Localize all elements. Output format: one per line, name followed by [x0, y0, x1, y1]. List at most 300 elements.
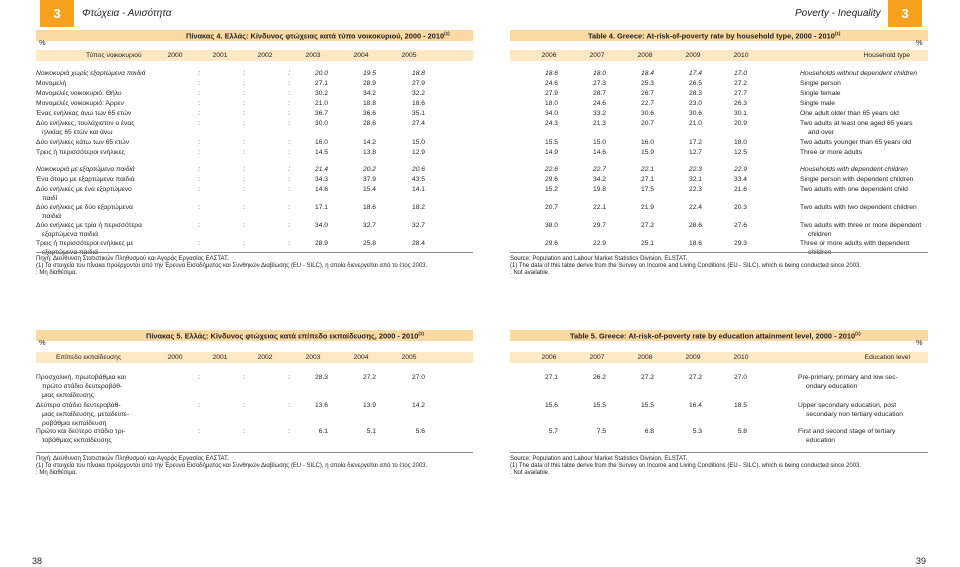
cell-value: 28.3 — [314, 374, 328, 381]
cell-value: 34.2 — [362, 90, 376, 97]
table5-en-column-header — [510, 352, 928, 363]
row-label: Two adults with one dependent child — [800, 186, 908, 193]
row-label: Ένα άτομο με εξαρτώμενα παιδιά — [36, 176, 135, 183]
cell-value: : — [288, 402, 290, 409]
cell-value: : — [198, 70, 200, 77]
cell-value: : — [288, 100, 290, 107]
divider — [510, 252, 928, 253]
cell-value: 18.6 — [411, 100, 425, 107]
cell-value: : — [288, 70, 290, 77]
cell-value: 24.6 — [544, 80, 558, 87]
table-row — [36, 70, 473, 79]
table5-en-footnotes — [510, 456, 861, 477]
cell-value: 15.5 — [592, 402, 606, 409]
table-row — [36, 428, 473, 444]
row-label: One adult older than 65 years old — [800, 110, 899, 117]
table-row — [36, 110, 473, 119]
footnote-line: : Not available. — [510, 470, 550, 476]
cell-value: 16.4 — [688, 402, 702, 409]
cell-value: : — [198, 139, 200, 146]
cell-value: 27.7 — [733, 90, 747, 97]
cell-value: 22.1 — [592, 204, 606, 211]
cell-value: 27.1 — [544, 374, 558, 381]
row-label: Single female — [800, 90, 841, 97]
cell-value: 27.2 — [640, 374, 654, 381]
cell-value: : — [198, 240, 200, 247]
cell-value: 20.0 — [314, 70, 328, 77]
table5-en-title-band — [510, 330, 928, 347]
cell-value: 12.9 — [411, 149, 425, 156]
cell-value: 21.4 — [314, 166, 328, 173]
table-row — [36, 176, 473, 185]
table4-en-title-band — [510, 30, 928, 47]
cell-value: 14.2 — [411, 402, 425, 409]
table-row — [36, 374, 473, 399]
table-row — [510, 120, 928, 136]
cell-value: 5.6 — [415, 428, 425, 435]
table-row — [36, 222, 473, 238]
row-label: Single person with dependent children — [800, 176, 914, 183]
table5-gr-footnotes — [36, 456, 427, 477]
row-label-continued: children — [808, 249, 832, 256]
cell-value: 5.8 — [737, 428, 747, 435]
cell-value: : — [198, 110, 200, 117]
row-label: Single male — [800, 100, 835, 107]
cell-value: 5.3 — [692, 428, 702, 435]
cell-value: : — [243, 139, 245, 146]
cell-value: 22.1 — [640, 166, 654, 173]
table-row — [510, 402, 928, 418]
cell-value: 29.6 — [544, 176, 558, 183]
cell-value: : — [288, 80, 290, 87]
cell-value: : — [288, 374, 290, 381]
cell-value: 14.6 — [314, 186, 328, 193]
cell-value: 28.6 — [688, 222, 702, 229]
row-label: Πρώτο και δεύτερο στάδιο τρι- — [36, 428, 126, 435]
cell-value: : — [243, 204, 245, 211]
cell-value: 27.2 — [362, 374, 376, 381]
cell-value: 30.2 — [314, 90, 328, 97]
row-label: Ένας ενήλικας άνω των 65 ετών — [36, 110, 132, 117]
row-label-continued: and over — [808, 129, 835, 136]
cell-value: : — [243, 240, 245, 247]
row-label-continued: ondary education — [806, 383, 858, 390]
cell-value: 34.0 — [314, 222, 328, 229]
cell-value: 16.0 — [640, 139, 654, 146]
cell-value: 24.6 — [592, 100, 606, 107]
cell-value: : — [198, 402, 200, 409]
cell-value: 14.1 — [411, 186, 425, 193]
row-label: Two adults at least one aged 65 years — [800, 120, 913, 127]
cell-value: 27.9 — [411, 80, 425, 87]
cell-value: 18.5 — [733, 402, 747, 409]
cell-value: 21.6 — [733, 186, 747, 193]
cell-value: : — [198, 176, 200, 183]
cell-value: : — [288, 149, 290, 156]
row-label: Three or more adults with dependent — [800, 240, 910, 247]
cell-value: 21.9 — [640, 204, 654, 211]
percent-unit: % — [39, 38, 46, 47]
year-header: 2004 — [353, 354, 369, 361]
table-row — [510, 110, 928, 119]
cell-value: : — [243, 186, 245, 193]
year-header: 2003 — [305, 52, 321, 59]
cell-value: 27.1 — [314, 80, 328, 87]
table-row — [510, 90, 928, 99]
cell-value: : — [243, 100, 245, 107]
footnote-line: (1) The data of this table derive from the Survey on Income and Living Conditions (EU - SILC), which is being conducted since 2003. — [510, 263, 862, 269]
footnote-line: (1) Τα στοιχεία του πίνακα προέρχονται από την Έρευνα Εισοδήματος και Συνθηκών Διαβίωσης (EU - SILC), η οποία διενεργείται από το έτος 2003. — [36, 263, 428, 269]
cell-value: : — [198, 149, 200, 156]
year-header: 2009 — [685, 52, 701, 59]
table4-en-footnotes — [510, 256, 861, 277]
cell-value: 32.1 — [688, 176, 702, 183]
page-number-right: 39 — [916, 556, 927, 566]
row-label: Two adults with two dependent children — [800, 204, 917, 211]
footnote-line: Source: Population and Labour Market Statistics Division, ELSTAT. — [510, 256, 688, 262]
year-header: 2002 — [257, 52, 273, 59]
cell-value: : — [243, 166, 245, 173]
cell-value: 33.4 — [733, 176, 747, 183]
cell-value: 34.0 — [544, 110, 558, 117]
table-row — [510, 176, 928, 185]
cell-value: : — [198, 120, 200, 127]
row-label: Δύο ενήλικες, τουλάχιστον ο ένας — [36, 120, 135, 127]
cell-value: 15.0 — [592, 139, 606, 146]
table-row — [36, 166, 473, 175]
row-label: Προσχολική, πρωτοβάθμια και — [36, 374, 126, 381]
cell-value: 27.9 — [544, 90, 558, 97]
cell-value: 32.7 — [362, 222, 376, 229]
cell-value: 30.6 — [688, 110, 702, 117]
cell-value: : — [243, 176, 245, 183]
footnote-line: Source: Population and Labour Market Statistics Division, ELSTAT. — [510, 456, 688, 462]
cell-value: 18.0 — [733, 139, 747, 146]
row-label: Μονομελή — [36, 80, 67, 87]
cell-value: 28.9 — [362, 80, 376, 87]
row-label: Δύο ενήλικες κάτω των 65 ετών — [36, 139, 130, 146]
row-label: Households without dependent children — [800, 70, 918, 77]
row-label-continued: πρώτο στάδιο δευτεροβάθ- — [42, 383, 123, 390]
cell-value: 34.2 — [592, 176, 606, 183]
year-header: 2005 — [401, 354, 417, 361]
cell-value: 21.3 — [592, 120, 606, 127]
cell-value: : — [198, 374, 200, 381]
cell-value: 29.3 — [733, 240, 747, 247]
table-row — [36, 90, 473, 99]
row-label: Δεύτερο στάδιο δευτεροβάθ- — [36, 402, 121, 409]
year-header: 2010 — [733, 354, 749, 361]
cell-value: 18.2 — [411, 204, 425, 211]
year-header: 2003 — [305, 354, 321, 361]
cell-value: : — [288, 176, 290, 183]
cell-value: 20.7 — [544, 204, 558, 211]
cell-value: 21.0 — [314, 100, 328, 107]
chapter-title-left: Φτώχεια - Ανισότητα — [82, 8, 172, 19]
cell-value: : — [243, 374, 245, 381]
table-title: Table 5. Greece: At-risk-of-poverty rate by education attainment level, 2000 - 2010$^{(1)}$ — [570, 331, 861, 341]
cell-value: : — [198, 90, 200, 97]
cell-value: 17.0 — [733, 70, 747, 77]
footnote-line: : Not available. — [510, 270, 550, 276]
cell-value: : — [288, 204, 290, 211]
table-row — [36, 240, 473, 256]
cell-value: 18.8 — [411, 70, 425, 77]
cell-value: 27.2 — [640, 222, 654, 229]
row-label: First and second stage of tertiary — [798, 428, 896, 435]
table-row — [510, 428, 928, 444]
cell-value: 26.2 — [592, 374, 606, 381]
row-label: Pre-primary, primary and low sec- — [798, 374, 898, 381]
chapter-title-right: Poverty - Inequality — [795, 8, 881, 19]
table-row — [510, 186, 928, 195]
cell-value: : — [198, 166, 200, 173]
table-row — [510, 166, 928, 175]
table-row — [36, 80, 473, 89]
cell-value: 27.2 — [688, 374, 702, 381]
cell-value: : — [243, 120, 245, 127]
chapter-number-right: 3 — [888, 0, 922, 27]
year-header: 2006 — [541, 354, 557, 361]
cell-value: : — [288, 110, 290, 117]
cell-value: 18.8 — [362, 100, 376, 107]
cell-value: 17.4 — [688, 70, 702, 77]
cell-value: 27.0 — [411, 374, 425, 381]
cell-value: 18.6 — [362, 204, 376, 211]
chapter-number-left: 3 — [40, 0, 74, 27]
table-row — [36, 402, 473, 427]
table-title: Πίνακας 5. Ελλάς: Κίνδυνος φτώχειας κατά επίπεδο εκπαίδευσης, 2000 - 2010$^{(1)}$ — [146, 331, 424, 341]
table4-gr-footnotes — [36, 256, 427, 277]
cell-value: 43.5 — [411, 176, 425, 183]
row-label: Three or more adults — [800, 149, 863, 156]
table-row — [36, 204, 473, 220]
cell-value: 37.9 — [362, 176, 376, 183]
footnote-line: Πηγή: Διεύθυνση Στατιστικών Πληθυσμού και Αγοράς Εργασίας ΕΛΣΤΑΤ. — [36, 456, 229, 462]
cell-value: 26.7 — [640, 90, 654, 97]
cell-value: 17.1 — [314, 204, 328, 211]
cell-value: : — [288, 240, 290, 247]
year-header: 2000 — [167, 52, 183, 59]
cell-value: 36.6 — [362, 110, 376, 117]
table-row — [36, 149, 473, 158]
cell-value: : — [288, 428, 290, 435]
row-label-continued: εξαρτώμενα παιδιά — [42, 231, 98, 238]
table-title: Πίνακας 4. Ελλάς: Κίνδυνος φτώχειας κατά τύπο νοικοκυριού, 2000 - 2010$^{(1)}$ — [186, 31, 450, 41]
cell-value: 16.0 — [314, 139, 328, 146]
cell-value: 22.9 — [733, 166, 747, 173]
cell-value: : — [288, 186, 290, 193]
row-label-continued: secondary non tertiary education — [806, 411, 904, 418]
cell-value: 32.7 — [411, 222, 425, 229]
cell-value: : — [288, 90, 290, 97]
cell-value: : — [288, 166, 290, 173]
cell-value: : — [198, 428, 200, 435]
cell-value: 28.3 — [688, 90, 702, 97]
cell-value: : — [288, 222, 290, 229]
cell-value: 15.9 — [640, 149, 654, 156]
cell-value: 23.0 — [688, 100, 702, 107]
cell-value: 5.1 — [366, 428, 376, 435]
cell-value: 27.2 — [733, 80, 747, 87]
row-label: Δύο ενήλικες με δύο εξαρτώμενα — [36, 204, 133, 211]
cell-value: 25.3 — [640, 80, 654, 87]
cell-value: 22.6 — [544, 166, 558, 173]
table-title: Table 4. Greece: At-risk-of-poverty rate by household type, 2000 - 2010$^{(1)}$ — [588, 31, 841, 41]
year-header: 2006 — [541, 52, 557, 59]
cell-value: 27.0 — [733, 374, 747, 381]
table-row — [510, 204, 928, 213]
cell-value: 28.7 — [592, 90, 606, 97]
row-label-continued: education — [806, 437, 836, 444]
cell-value: 26.3 — [733, 100, 747, 107]
year-header: 2001 — [212, 52, 228, 59]
cell-value: : — [198, 80, 200, 87]
cell-value: 5.7 — [548, 428, 558, 435]
cell-value: 28.9 — [314, 240, 328, 247]
percent-unit: % — [39, 338, 46, 347]
cell-value: : — [198, 222, 200, 229]
year-header: 2007 — [589, 354, 605, 361]
cell-value: 22.3 — [688, 186, 702, 193]
table-row — [36, 100, 473, 109]
year-header: 2004 — [353, 52, 369, 59]
cell-value: 13.9 — [362, 402, 376, 409]
cell-value: 25.8 — [362, 240, 376, 247]
table-row — [36, 139, 473, 148]
cell-value: 18.0 — [544, 100, 558, 107]
cell-value: 15.4 — [362, 186, 376, 193]
cell-value: 20.3 — [733, 204, 747, 211]
row-label: Single person — [800, 80, 841, 87]
cell-value: 15.2 — [544, 186, 558, 193]
table4-en-column-header — [510, 50, 928, 61]
cell-value: 30.1 — [733, 110, 747, 117]
year-header: 2001 — [212, 354, 228, 361]
cell-value: 38.0 — [544, 222, 558, 229]
cell-value: 24.3 — [544, 120, 558, 127]
row-label: Τρεις ή περισσότεροι ενήλικες — [36, 149, 125, 156]
cell-value: 22.7 — [640, 100, 654, 107]
column-label: Επίπεδο εκπαίδευσης — [56, 354, 122, 361]
table-row — [510, 374, 928, 390]
table5-gr-title-band — [36, 330, 473, 347]
row-label: Upper secondary education, post — [798, 402, 897, 409]
table5-gr-column-header — [36, 352, 473, 363]
page-number-left: 38 — [32, 556, 43, 566]
row-label: Households with dependent children — [800, 166, 908, 173]
cell-value: 14.5 — [314, 149, 328, 156]
row-label: Μονομελές νοικοκυριό: Θήλυ — [36, 90, 122, 97]
footnote-line: Πηγή: Διεύθυνση Στατιστικών Πληθυσμού και Αγοράς Εργασίας ΕΛΣΤΑΤ. — [36, 256, 229, 262]
cell-value: : — [243, 402, 245, 409]
cell-value: : — [288, 120, 290, 127]
cell-value: : — [198, 100, 200, 107]
column-label: Τύπος νοικοκυριού — [86, 52, 142, 59]
table-row — [510, 139, 928, 148]
year-header: 2002 — [257, 354, 273, 361]
cell-value: : — [243, 110, 245, 117]
year-header: 2008 — [637, 354, 653, 361]
cell-value: 6.1 — [318, 428, 328, 435]
cell-value: 32.2 — [411, 90, 425, 97]
cell-value: : — [243, 428, 245, 435]
cell-value: 25.1 — [640, 240, 654, 247]
cell-value: 15.6 — [544, 402, 558, 409]
row-label-continued: μιας εκπαίδευσης, μεταδευτε- — [42, 411, 130, 418]
row-label: Two adults younger than 65 years old — [800, 139, 912, 146]
cell-value: 28.6 — [362, 120, 376, 127]
cell-value: 22.4 — [688, 204, 702, 211]
year-header: 2008 — [637, 52, 653, 59]
row-label: Τρεις ή περισσότεροι ενήλικες με — [36, 240, 134, 247]
table-row — [36, 120, 473, 136]
cell-value: 29.6 — [544, 240, 558, 247]
cell-value: 22.7 — [592, 166, 606, 173]
divider — [36, 452, 473, 453]
cell-value: 14.2 — [362, 139, 376, 146]
cell-value: 15.5 — [544, 139, 558, 146]
row-label: Νοικοκυριά με εξαρτώμενα παιδιά — [36, 166, 135, 173]
cell-value: 27.4 — [411, 120, 425, 127]
cell-value: 34.3 — [314, 176, 328, 183]
row-label: Νοικοκυριά χωρίς εξαρτώμενα παιδιά — [36, 70, 146, 77]
cell-value: 7.5 — [596, 428, 606, 435]
cell-value: : — [243, 70, 245, 77]
row-label-continued: παιδί — [42, 195, 58, 202]
cell-value: 13.8 — [362, 149, 376, 156]
year-header: 2000 — [167, 354, 183, 361]
cell-value: 14.6 — [592, 149, 606, 156]
cell-value: 33.2 — [592, 110, 606, 117]
row-label: Μονομελές νοικοκυριό: Άρρεν — [36, 100, 124, 107]
cell-value: 15.5 — [640, 402, 654, 409]
row-label-continued: ροβάθμια εκπαίδευση — [42, 420, 107, 427]
cell-value: 13.6 — [314, 402, 328, 409]
cell-value: 17.5 — [640, 186, 654, 193]
footnote-line: : Μη διαθέσιμα. — [36, 470, 78, 476]
cell-value: 27.3 — [592, 80, 606, 87]
cell-value: 6.8 — [644, 428, 654, 435]
cell-value: 29.7 — [592, 222, 606, 229]
row-label-continued: ηλικίας 65 ετών και άνω — [42, 129, 113, 136]
cell-value: 19.5 — [362, 70, 376, 77]
row-label: Two adults with three or more dependent — [800, 222, 922, 229]
cell-value: 20.6 — [411, 166, 425, 173]
table-row — [510, 240, 928, 256]
column-label: Household type — [863, 52, 910, 59]
divider — [510, 452, 928, 453]
cell-value: 20.2 — [362, 166, 376, 173]
cell-value: 14.9 — [544, 149, 558, 156]
cell-value: 30.6 — [640, 110, 654, 117]
cell-value: 18.0 — [592, 70, 606, 77]
cell-value: 18.6 — [688, 240, 702, 247]
cell-value: 18.4 — [640, 70, 654, 77]
row-label: Δύο ενήλικες με τρία ή περισσότερα — [36, 222, 142, 229]
year-header: 2009 — [685, 354, 701, 361]
cell-value: 30.0 — [314, 120, 328, 127]
cell-value: : — [198, 186, 200, 193]
cell-value: : — [288, 139, 290, 146]
cell-value: 22.9 — [592, 240, 606, 247]
row-label-continued: τοβάθμιας εκπαίδευσης — [42, 437, 112, 444]
row-label-continued: εξαρτώμενα παιδιά — [42, 249, 98, 256]
cell-value: 12.7 — [688, 149, 702, 156]
divider — [36, 252, 473, 253]
cell-value: 20.7 — [640, 120, 654, 127]
row-label: Δύο ενήλικες με ένα εξαρτώμενο — [36, 186, 132, 193]
